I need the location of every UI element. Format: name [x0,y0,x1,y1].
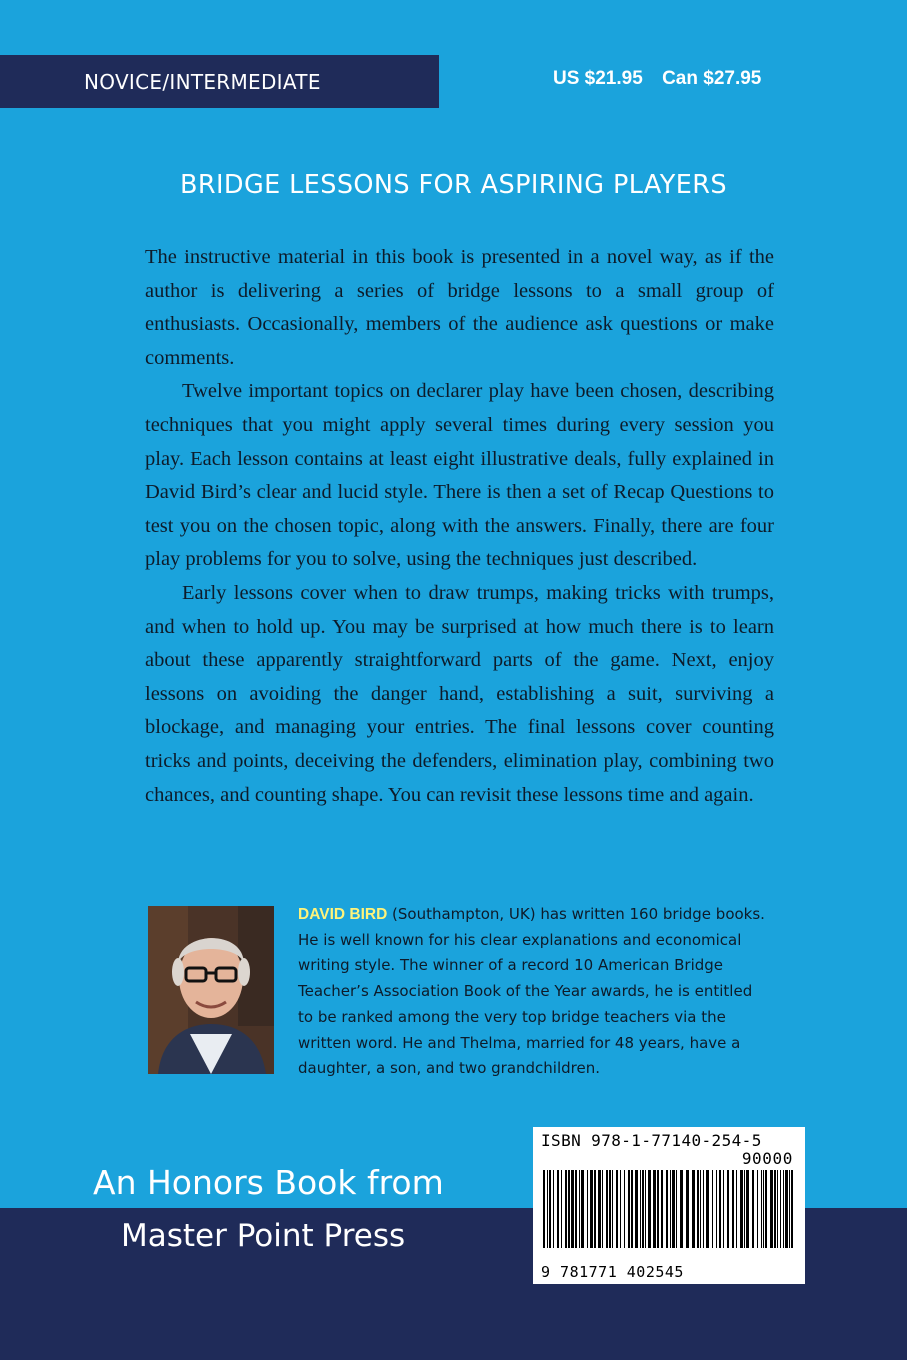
barcode-bar [642,1170,644,1248]
barcode-bar [565,1170,567,1248]
barcode-bar [594,1170,596,1248]
barcode-bar [616,1170,618,1248]
book-description [145,241,774,812]
barcode-bar [653,1170,656,1248]
price-addon: 90000 [741,1149,793,1168]
author-bio-text: (Southampton, UK) has written 160 bridge books. He is well known for his clear explanations and economical writing style. The winner of a record 10 American Bridge Teacher’s Association Book of the Year awards, he is entitled to be ranked among the very top bridge teachers via the written word. He and Thelma, married for 48 years, have a daughter, a son, and two grandchildren. [298,905,765,1078]
barcode-bar [557,1170,559,1248]
barcode-bar [740,1170,743,1248]
level-band [0,55,439,108]
author-photo [148,906,274,1074]
barcode-bar [700,1170,701,1248]
barcode-bar [727,1170,729,1248]
barcode-bar [719,1170,721,1248]
description-paragraph: The instructive material in this book is presented in a novel way, as if the author is delivering a series of bridge lessons to a small group of enthusiasts. Occasionally, members of the audience ask questions or make comments. [145,246,774,369]
barcode-bar [770,1170,773,1248]
barcode-bar [598,1170,601,1248]
barcode-bar [780,1170,781,1248]
barcode-bar [697,1170,699,1248]
barcode-bar [612,1170,613,1248]
barcode-bar [606,1170,608,1248]
barcode-bar [553,1170,554,1248]
barcode-bar [657,1170,659,1248]
barcode-bar [575,1170,577,1248]
description-paragraph: Early lessons cover when to draw trumps, making tricks with trumps, and when to hold up. You may be surprised at how much there is to learn about these apparently straightforward parts of the game. Next, enjoy lessons on avoiding the danger hand, establishing a suit, surviving a blockage, and managing your entries. The final lessons cover counting tricks and points, deceiving the defenders, elimination play, combining two chances, and counting shape. You can revisit these lessons time and again. [145,581,774,806]
author-name: DAVID BIRD [298,906,388,923]
barcode-bar [746,1170,749,1248]
barcode-bar [680,1170,683,1248]
barcode-bar [703,1170,704,1248]
barcode-bar [723,1170,724,1248]
barcode-bar [676,1170,677,1248]
price-can: Can $27.95 [662,68,762,89]
barcode-bar [543,1170,545,1248]
barcode-bar [774,1170,776,1248]
barcode-bar [777,1170,778,1248]
barcode-bar [561,1170,562,1248]
barcode-bar [670,1170,671,1248]
barcode-bar [640,1170,641,1248]
barcode-bar [785,1170,788,1248]
barcode-bar [744,1170,745,1248]
barcode-bar [631,1170,633,1248]
barcode-bar [602,1170,603,1248]
barcode-bar [645,1170,646,1248]
barcode-bar [568,1170,570,1248]
barcode-bar [732,1170,734,1248]
barcode-digits: 9 781771 402545 [541,1263,684,1281]
description-paragraph: Twelve important topics on declarer play have been chosen, describing techniques that you might apply several times during every session you play. Each lesson contains at least eight illustrative deals, fully explained in David Bird’s clear and lucid style. There is then a set of Recap Questions to test you on the chosen topic, along with the answers. Finally, there are four play problems for you to solve, using the techniques just described. [145,380,774,571]
barcode-bar [672,1170,675,1248]
barcode-box [533,1127,805,1284]
barcode-bar [789,1170,790,1248]
barcode-bar [620,1170,621,1248]
barcode-bar [752,1170,754,1248]
barcode-bar [587,1170,588,1248]
barcode-bar [635,1170,638,1248]
barcode-bar [581,1170,584,1248]
barcode-bar [686,1170,689,1248]
barcode-bar [579,1170,580,1248]
barcode-bar [648,1170,651,1248]
barcode-bar [765,1170,767,1248]
barcode-bar [549,1170,551,1248]
barcode-bar [624,1170,625,1248]
barcode-bar [692,1170,695,1248]
publisher-line-2: Master Point Press [121,1218,406,1254]
barcode-bar [706,1170,709,1248]
price-us: US $21.95 [553,68,643,89]
barcode-bar [590,1170,593,1248]
barcode-bar [761,1170,762,1248]
barcode-bar [736,1170,737,1248]
level-label: NOVICE/INTERMEDIATE [84,69,321,94]
barcode-bar [783,1170,784,1248]
barcode-bar [757,1170,758,1248]
barcode-bars [541,1170,797,1260]
barcode-bar [547,1170,548,1248]
barcode-bar [712,1170,713,1248]
barcode-bar [791,1170,793,1248]
barcode-bar [571,1170,574,1248]
publisher-line-1: An Honors Book from [93,1163,444,1202]
barcode-bar [609,1170,611,1248]
barcode-bar [666,1170,668,1248]
barcode-bar [763,1170,764,1248]
isbn-text: ISBN 978-1-77140-254-5 [541,1131,762,1150]
barcode-bar [661,1170,663,1248]
barcode-bar [716,1170,717,1248]
book-title: BRIDGE LESSONS FOR ASPIRING PLAYERS [180,170,727,200]
author-bio [298,902,766,1082]
price [553,68,775,90]
barcode-bar [628,1170,630,1248]
